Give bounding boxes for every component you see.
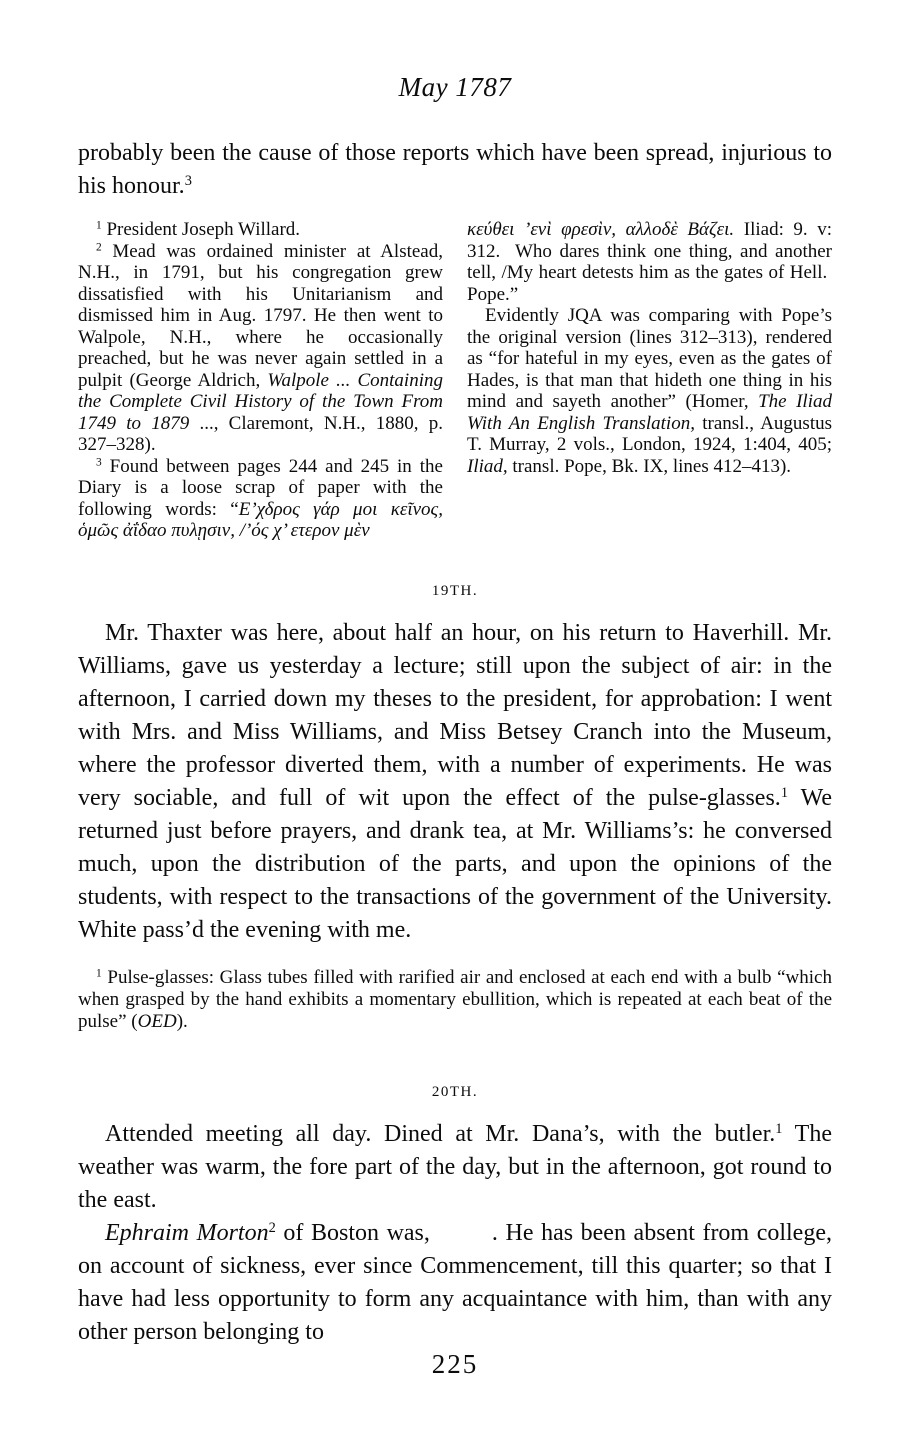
- text-run: Mr. Thaxter was here, about half an hour, on his return to Haverhill. Mr. Williams, gave us yesterday a lecture; still upon the subject of air: in the afternoon, I carried down my theses to the president, for approbation: I went with Mrs. and Miss Williams, and Miss Betsey Cranch into the Museum, where the professor diverted them, with a number of experiments. He was very sociable, and full of wit upon the effect of the pulse-glasses.: [78, 619, 832, 811]
- page-number: 225: [431, 1349, 479, 1379]
- text-run: 1: [96, 967, 102, 980]
- footnote-column-left: [78, 219, 443, 542]
- text-run: The Iliad With An English Translation,: [467, 391, 832, 434]
- text-run: 2: [268, 1219, 276, 1236]
- text-run: of Boston was,: [275, 1219, 430, 1246]
- text-run: Pulse-glasses: Glass tubes filled with rarified air and enclosed at each end with a bulb “which when grasped by the hand exhibits a momentary ebullition, which is repeated at each beat of the pulse” (: [78, 966, 832, 1032]
- intro-paragraph: [78, 137, 832, 203]
- text-run: 1: [780, 784, 789, 801]
- text-run: ).: [176, 1010, 188, 1032]
- text-run: transl. Pope, Bk. IX, lines 412–413).: [507, 455, 792, 477]
- text-run: κεύθει ’ενὶ φρεσὶν, αλλοδὲ Βάζει.: [467, 219, 735, 240]
- text-run: We returned just before prayers, and drank tea, at Mr. Williams’s: he conversed much, upon the distribution of the parts, and upon the opinions of the students, with respect to the transactions of the government of the University. White pass’d the evening with me.: [78, 784, 833, 943]
- text-run: Iliad: 9. v: 312. Who dares think one thing, and another tell, /My heart detests him as the gates of Hell. Pope.”: [467, 219, 832, 305]
- text-run: 1: [775, 1120, 783, 1137]
- text-run: Iliad,: [467, 455, 508, 477]
- footnote-3-part-2: [467, 219, 832, 305]
- text-run: Found between pages 244 and 245 in the Diary is a loose scrap of paper with the following words: “: [78, 455, 443, 520]
- text-run: Evidently JQA was comparing with Pope’s the original version (lines 312–313), rendered as “for hateful in my eyes, even as the gates of Hades, is that man that hideth one thing in his mind and sayeth another” (Homer,: [467, 305, 832, 412]
- text-run: . He has been absent from college, on account of sickness, ever since Commencement, till this quarter; so that I have had less opportunity to form any acquaintance with him, than with any other person belonging to: [78, 1219, 832, 1345]
- footnote-3-part-1: [78, 456, 443, 542]
- entry-19th-footnote: [78, 967, 832, 1033]
- text-run: 3: [184, 173, 192, 190]
- footnote-2: [78, 241, 443, 456]
- text-run: ..., Claremont, N.H., 1880, p. 327–328).: [78, 412, 443, 455]
- text-run: Ephraim Morton: [105, 1219, 269, 1246]
- entry-20th: [78, 1077, 832, 1349]
- text-run: OED: [137, 1010, 177, 1032]
- entry-20th-paragraph-2: [78, 1217, 832, 1349]
- text-run: Ε’χδρος γάρ μοι κεῖνος, ὁμῶς ἀΐδαο πυλῃσιν, /’ός χ’ ετερον μὲν: [78, 498, 443, 541]
- footnote-column-right: [467, 219, 832, 542]
- text-run: 3: [96, 456, 102, 469]
- text-run: Attended meeting all day. Dined at Mr. Dana’s, with the butler.: [105, 1120, 776, 1147]
- text-run: The weather was warm, the fore part of the day, but in the afternoon, got round to the east.: [78, 1120, 832, 1213]
- entry-19th-paragraph: [78, 617, 832, 947]
- entry-heading-19th: 19TH.: [431, 575, 479, 600]
- text-run: President Joseph Willard.: [101, 219, 301, 240]
- text-run: transl., Augustus T. Murray, 2 vols., London, 1924, 1:404, 405;: [467, 412, 832, 455]
- footnote-1: [78, 219, 443, 241]
- text-run: Walpole ... Containing the Complete Civil History of the Town From 1749 to 1879: [78, 369, 443, 434]
- text-run: probably been the cause of those reports which have been spread, injurious to his honour.: [78, 140, 832, 199]
- entry-20th-paragraph-1: [78, 1118, 832, 1217]
- entry-heading-20th: 20TH.: [431, 1076, 479, 1101]
- text-run: Mead was ordained minister at Alstead, N.H., in 1791, but his congregation grew dissatisfied with his Unitarianism and dismissed him in Aug. 1797. He then went to Walpole, N.H., where he occasionally preached, but he was never again settled in a pulpit (George Aldrich,: [78, 240, 443, 391]
- footnote-3-part-3: [467, 305, 832, 477]
- entry-19th: [78, 576, 832, 1033]
- running-head: May 1787: [398, 72, 512, 102]
- footnote-columns: [78, 219, 832, 542]
- text-run: 1: [96, 219, 102, 232]
- text-run: 2: [96, 241, 102, 254]
